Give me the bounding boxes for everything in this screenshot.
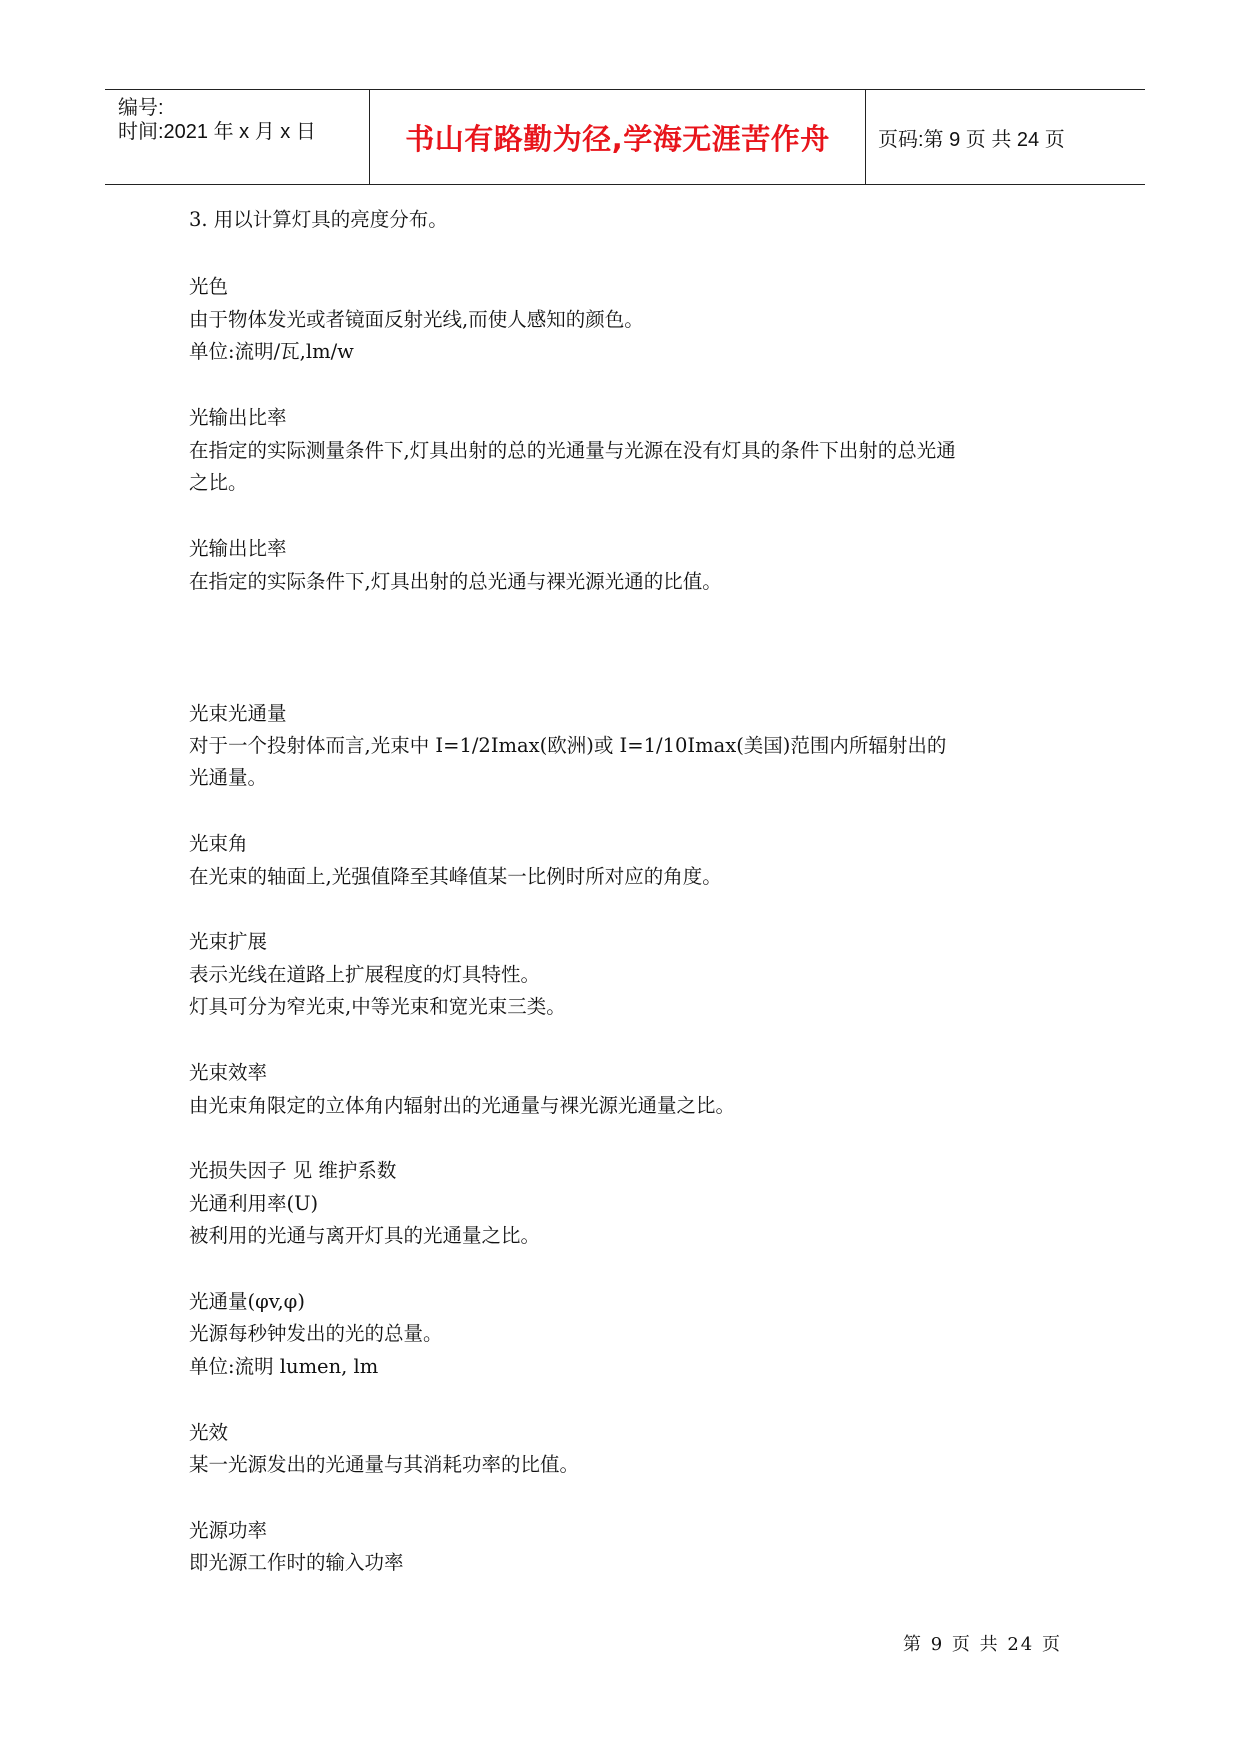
body-line: 在光束的轴面上,光强值降至其峰值某一比例时所对应的角度。 bbox=[189, 865, 722, 888]
header-motto-cell bbox=[370, 90, 866, 184]
header-page-code: 页码:第 9 页 共 24 页 bbox=[878, 128, 1065, 151]
term-heading: 光色 bbox=[189, 275, 229, 298]
header-motto: 书山有路勤为径,学海无涯苦作舟 bbox=[405, 121, 830, 156]
term-heading: 光通量(φv,φ) bbox=[189, 1290, 305, 1313]
term-heading: 光损失因子 见 维护系数 bbox=[189, 1159, 397, 1182]
header-meta-cell bbox=[105, 90, 370, 184]
term-heading: 光源功率 bbox=[189, 1519, 268, 1542]
body-line: 被利用的光通与离开灯具的光通量之比。 bbox=[189, 1224, 541, 1247]
document-header bbox=[105, 89, 1145, 185]
term-heading: 光输出比率 bbox=[189, 406, 287, 429]
body-line: 在指定的实际测量条件下,灯具出射的总的光通量与光源在没有灯具的条件下出射的总光通 bbox=[189, 439, 956, 462]
body-line: 由光束角限定的立体角内辐射出的光通量与裸光源光通量之比。 bbox=[189, 1094, 736, 1117]
body-line: 在指定的实际条件下,灯具出射的总光通与裸光源光通的比值。 bbox=[189, 570, 722, 593]
term-heading: 光束扩展 bbox=[189, 930, 268, 953]
page-footer-number: 第 9 页 共 24 页 bbox=[903, 1634, 1062, 1655]
term-heading: 光通利用率(U) bbox=[189, 1192, 319, 1215]
term-heading: 光束光通量 bbox=[189, 702, 287, 725]
body-line: 表示光线在道路上扩展程度的灯具特性。 bbox=[189, 963, 541, 986]
body-line: 光源每秒钟发出的光的总量。 bbox=[189, 1322, 443, 1345]
body-line: 单位:流明 lumen, lm bbox=[189, 1355, 379, 1378]
body-line: 对于一个投射体而言,光束中 I=1/2Imax(欧洲)或 I=1/10Imax(美国)范围内所辐射出的 bbox=[189, 734, 947, 757]
body-line: 3. 用以计算灯具的亮度分布。 bbox=[189, 208, 448, 231]
body-line: 单位:流明/瓦,lm/w bbox=[189, 340, 354, 363]
term-heading: 光束角 bbox=[189, 832, 248, 855]
body-line: 光通量。 bbox=[189, 766, 268, 789]
term-heading: 光束效率 bbox=[189, 1061, 268, 1084]
term-heading: 光输出比率 bbox=[189, 537, 287, 560]
body-line: 灯具可分为窄光束,中等光束和宽光束三类。 bbox=[189, 995, 566, 1018]
term-heading: 光效 bbox=[189, 1421, 229, 1444]
body-line: 之比。 bbox=[189, 471, 248, 494]
body-line: 某一光源发出的光通量与其消耗功率的比值。 bbox=[189, 1453, 580, 1476]
body-line: 即光源工作时的输入功率 bbox=[189, 1551, 404, 1574]
body-line: 由于物体发光或者镜面反射光线,而使人感知的颜色。 bbox=[189, 308, 644, 331]
document-number-label: 编号: bbox=[118, 97, 164, 119]
header-page-cell bbox=[866, 90, 1145, 184]
document-time-label: 时间:2021 年 x 月 x 日 bbox=[118, 121, 316, 143]
